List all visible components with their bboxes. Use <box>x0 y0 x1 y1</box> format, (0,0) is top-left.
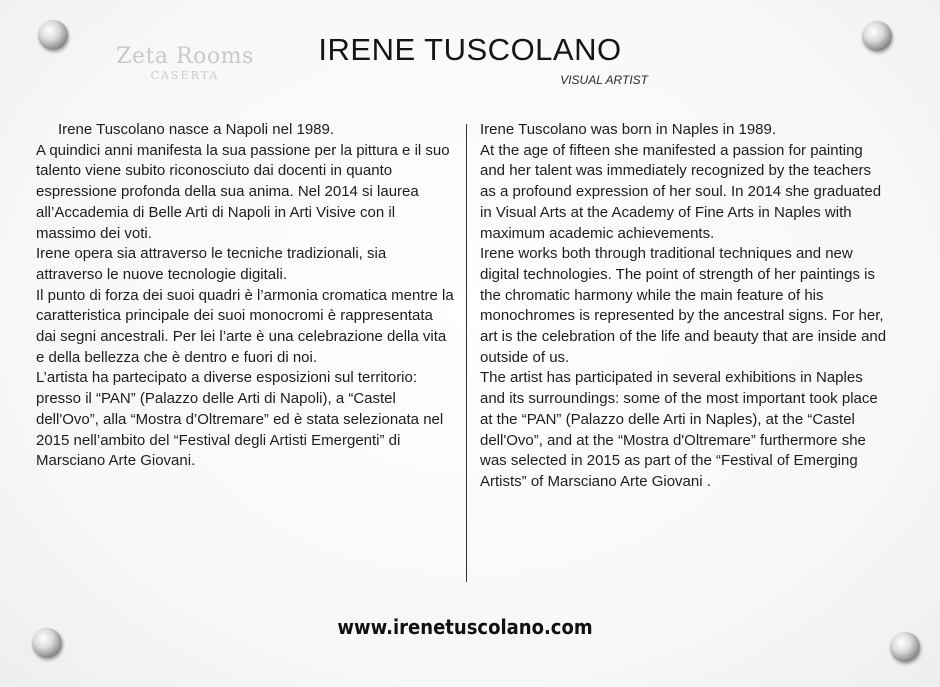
italian-paragraph: Irene Tuscolano nasce a Napoli nel 1989. <box>58 121 335 138</box>
brand-watermark <box>100 44 270 82</box>
screw-bottom-right-icon <box>890 632 920 662</box>
italian-column <box>36 120 454 472</box>
screw-top-left-icon <box>38 20 68 50</box>
website-url: www.irenetuscolano.com <box>337 615 593 639</box>
english-paragraph: Irene Tuscolano was born in Naples in 1989. <box>480 121 777 138</box>
italian-paragraph: Il punto di forza dei suoi quadri è l’armonia cromatica mentre la caratteristica principale dei suoi monocromi è rappresentata dai segni ancestrali. Per lei l’arte è una celebrazione della vita e della bellezza che è dentro e fuori di noi. <box>36 286 454 366</box>
brand-place: CASERTA <box>150 69 220 82</box>
italian-paragraph: A quindici anni manifesta la sua passione per la pittura e il suo talento viene subito riconosciuto dai docenti in quanto espressione profonda della sua anima. Nel 2014 si laurea all’Accademia di Belle Arti di Napoli in Arti Visive con il massimo dei voti. <box>36 141 450 242</box>
english-paragraph: At the age of fifteen she manifested a passion for painting and her talent was immediately recognized by the teachers as a profound expression of her soul. In 2014 she graduated in Visual Arts at the Academy of Fine Arts in Naples with maximum academic achievements. <box>480 141 882 242</box>
screw-bottom-left-icon <box>32 628 62 658</box>
column-divider <box>466 124 467 582</box>
english-column <box>480 120 888 493</box>
artist-name-title: IRENE TUSCOLANO <box>318 32 622 67</box>
english-paragraph: The artist has participated in several exhibitions in Naples and its surroundings: some of the most important took place at the “PAN” (Palazzo delle Arti in Naples), at the “Castel dell'Ovo”, and at the “Mostra d'Oltremare” furthermore she was selected in 2015 as part of the “Festival of Emerging Artists” of Marsciano Arte Giovani . <box>480 369 878 490</box>
english-paragraph: Irene works both through traditional techniques and new digital technologies. The point of strength of her paintings is the chromatic harmony while the main feature of his monochromes is represented by the ancestral signs. For her, art is the celebration of the life and beauty that are inside and outside of us. <box>480 245 887 366</box>
italian-paragraph: L’artista ha partecipato a diverse esposizioni sul territorio: presso il “PAN” (Palazzo delle Arti di Napoli), a “Castel dell'Ovo”, alla “Mostra d’Oltremare” ed è stata selezionata nel 2015 nell’ambito del “Festival degli Artisti Emergenti” di Marsciano Arte Giovani. <box>36 369 444 470</box>
screw-top-right-icon <box>862 21 892 51</box>
italian-paragraph: Irene opera sia attraverso le tecniche tradizionali, sia attraverso le nuove tecnologie digitali. <box>36 245 387 283</box>
brand-name: Zeta Rooms <box>116 44 254 69</box>
artist-role-subtitle: VISUAL ARTIST <box>560 73 648 87</box>
